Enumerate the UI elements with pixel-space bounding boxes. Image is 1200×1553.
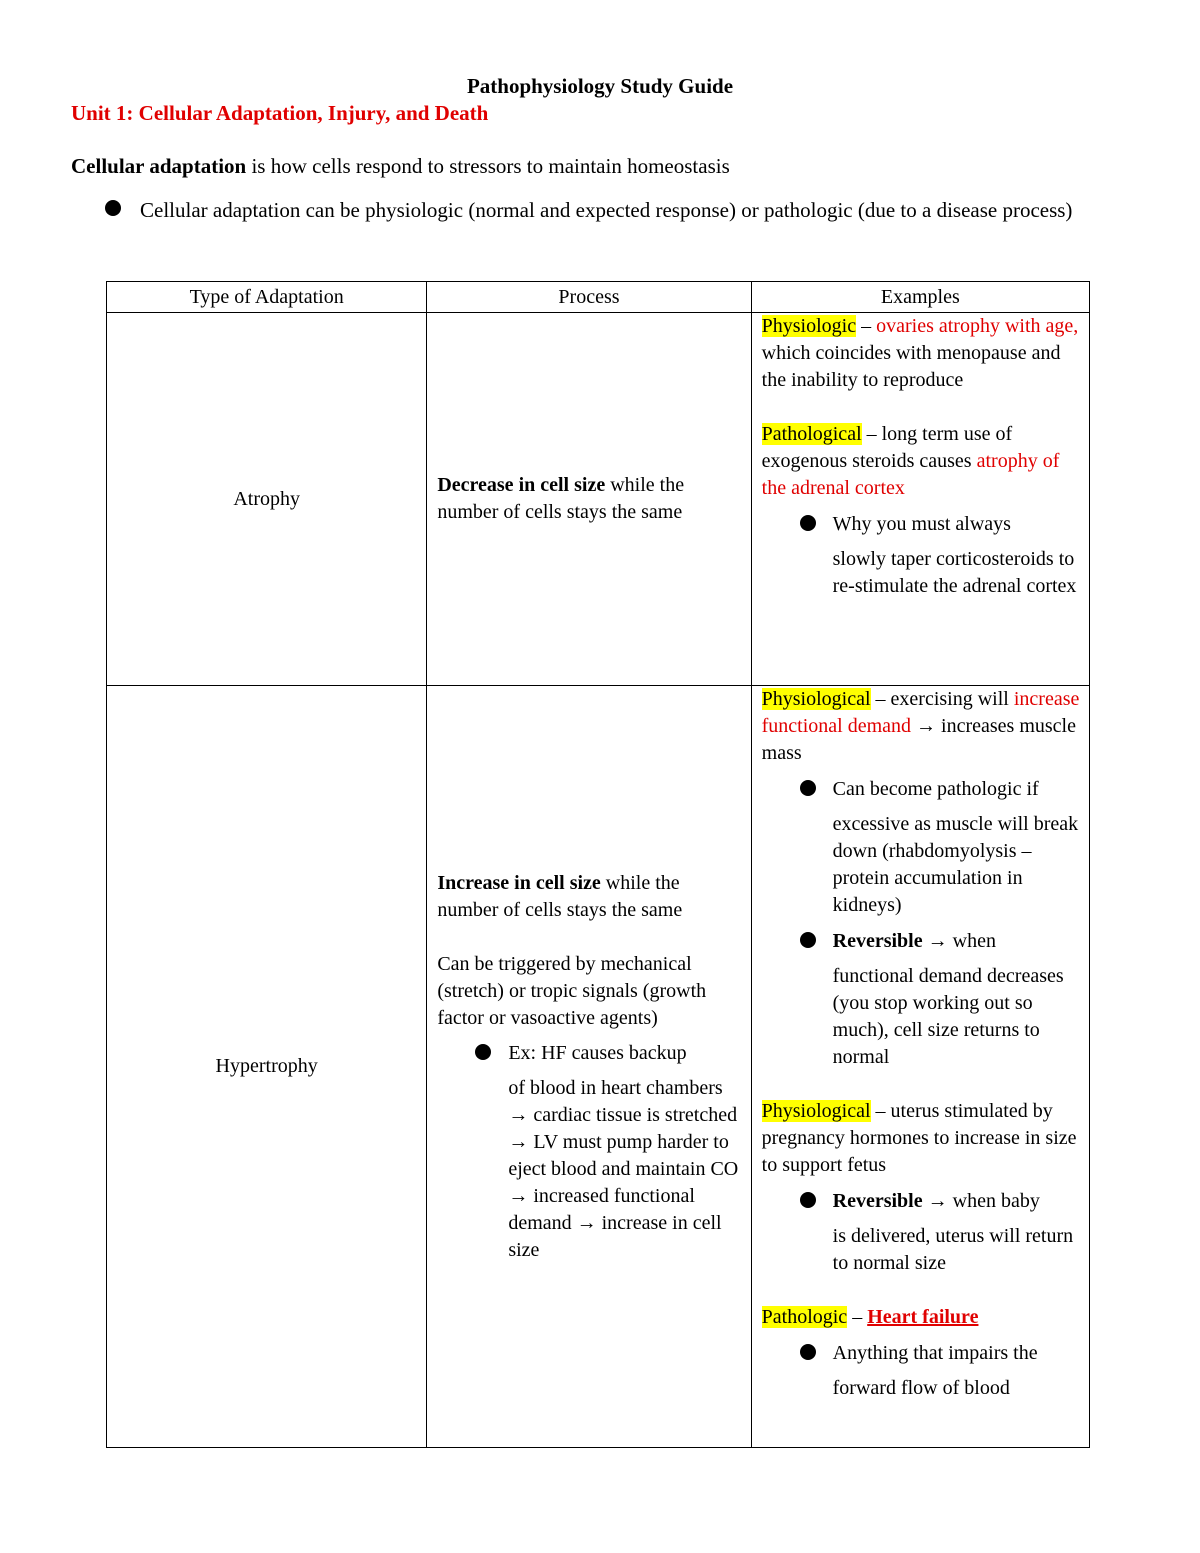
intro-bullet [105, 193, 1110, 228]
list-item [800, 1340, 1083, 1402]
intro-sentence [71, 153, 730, 179]
red-emphasis: atrophy of the adrenal cortex [761, 450, 1060, 499]
table-row [107, 313, 1090, 686]
highlight-label: Physiological [761, 688, 871, 710]
red-emphasis: increase functional demand [761, 688, 1080, 737]
bullet-dot-icon [800, 780, 816, 796]
process-bold-text: Decrease in cell size [437, 474, 606, 496]
document-title: Pathophysiology Study Guide [466, 74, 734, 98]
list-item [800, 511, 1083, 600]
header-examples: Examples [751, 282, 1089, 313]
type-hypertrophy: Hypertrophy [107, 686, 427, 1448]
unit-title: Unit 1: Cellular Adaptation, Injury, and Death [71, 101, 489, 125]
example-physiological-exercise [762, 686, 1083, 767]
bullet-text: Why you must always [832, 513, 1011, 535]
list-item [800, 928, 1083, 1071]
red-emphasis: ovaries atrophy with age, [876, 315, 1079, 337]
dash-text: – [847, 1306, 868, 1328]
intro-definition: is how cells respond to stressors to maintain homeostasis [246, 154, 730, 178]
example-text: – uterus stimulated by pregnancy hormones to increase in size to support fetus [761, 1100, 1077, 1176]
example-text: → increases muscle mass [761, 715, 1076, 764]
process-hypertrophy [427, 686, 751, 1448]
intro-bullet-text: Cellular adaptation can be physiologic (normal and expected response) or pathologic (due to a disease process) [140, 198, 1073, 222]
highlight-label: Pathological [761, 423, 862, 445]
header-type: Type of Adaptation [107, 282, 427, 313]
example-text: – long term use of exogenous steroids causes [761, 423, 1013, 472]
bullet-dot-icon [800, 932, 816, 948]
bullet-text: Ex: HF causes backup [508, 1041, 687, 1064]
bold-label: Reversible [832, 1190, 923, 1212]
bullet-text-cont: forward flow of blood [832, 1377, 1010, 1399]
table-row [107, 686, 1090, 1448]
bullet-dot-icon [800, 1344, 816, 1360]
example-pathological [762, 421, 1083, 502]
highlight-label: Physiologic [761, 315, 857, 337]
bold-label: Reversible [832, 930, 923, 952]
process-text: while the number of cells stays the same [437, 474, 685, 523]
bullet-text-cont: is delivered, uterus will return to normal size [832, 1225, 1074, 1274]
bullet-text-cont: excessive as muscle will break down (rhabdomyolysis – protein accumulation in kidneys) [832, 813, 1079, 916]
red-emphasis: Heart failure [867, 1306, 979, 1328]
adaptation-table [106, 281, 1090, 1448]
bullet-text: → when baby [922, 1190, 1040, 1212]
process-bold-text: Increase in cell size [437, 871, 601, 894]
bullet-dot-icon [105, 200, 121, 216]
bullet-text: Anything that impairs the [832, 1342, 1038, 1364]
dash-text: – [856, 315, 877, 337]
type-atrophy: Atrophy [107, 313, 427, 686]
process-text-2: Can be triggered by mechanical (stretch) or tropic signals (growth factor or vasoactive agents) [437, 952, 707, 1029]
bullet-text-cont: of blood in heart chambers → cardiac tissue is stretched → LV must pump harder to eject blood and maintain CO → increased functional demand → increase in cell size [508, 1076, 739, 1261]
example-text: which coincides with menopause and the inability to reproduce [761, 342, 1061, 391]
bullet-dot-icon [800, 515, 816, 531]
list-item [800, 1188, 1083, 1277]
bullet-text: Can become pathologic if [832, 778, 1039, 800]
example-text: – exercising will [870, 688, 1014, 710]
example-pathologic-hf [762, 1304, 1083, 1331]
intro-term: Cellular adaptation [71, 154, 247, 178]
process-atrophy [427, 313, 751, 686]
example-physiologic [762, 313, 1083, 394]
bullet-text: → when [922, 930, 996, 952]
table-header-row [107, 282, 1090, 313]
example-physiological-uterus [762, 1098, 1083, 1179]
bullet-text-cont: slowly taper corticosteroids to re-stimulate the adrenal cortex [832, 548, 1077, 597]
highlight-label: Physiological [761, 1100, 871, 1122]
bullet-text-cont: functional demand decreases (you stop working out so much), cell size returns to normal [832, 965, 1064, 1068]
process-text: while the number of cells stays the same [437, 871, 683, 921]
header-process: Process [427, 282, 751, 313]
highlight-label: Pathologic [761, 1306, 848, 1328]
examples-hypertrophy [751, 686, 1089, 1448]
examples-atrophy [751, 313, 1089, 686]
list-item [800, 776, 1083, 919]
bullet-dot-icon [475, 1044, 491, 1060]
bullet-dot-icon [800, 1192, 816, 1208]
list-item [475, 1040, 744, 1264]
